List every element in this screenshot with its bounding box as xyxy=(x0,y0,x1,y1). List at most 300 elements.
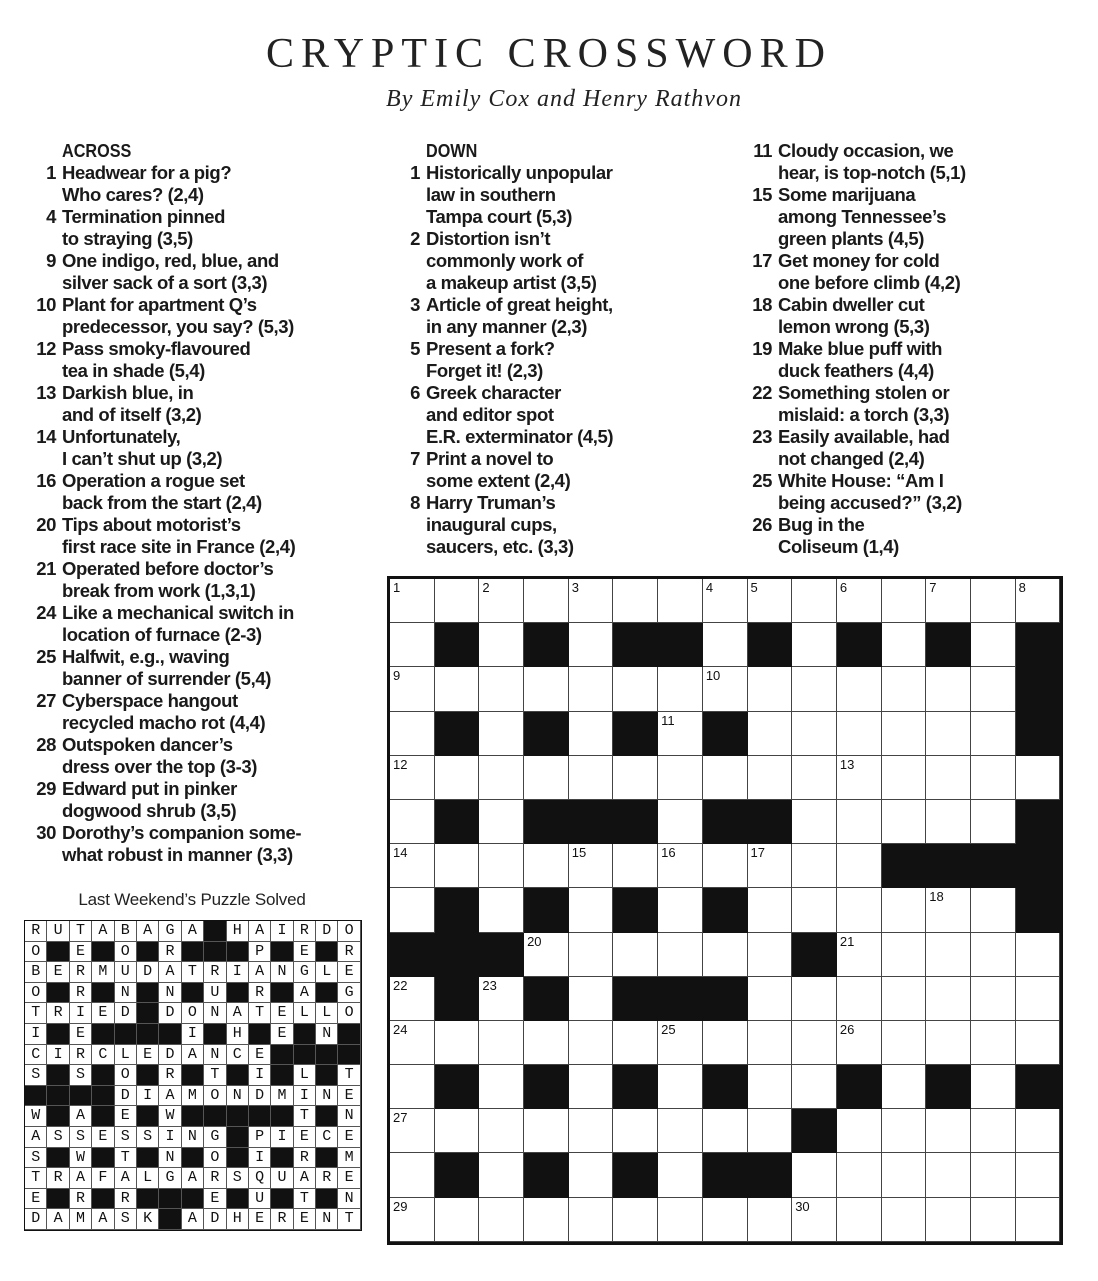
solved-letter: I xyxy=(227,962,249,983)
grid-cell[interactable] xyxy=(1016,977,1061,1021)
grid-cell[interactable] xyxy=(1016,1198,1061,1242)
grid-cell[interactable] xyxy=(837,1021,882,1065)
grid-cell[interactable] xyxy=(926,1153,971,1197)
cell-number: 17 xyxy=(750,845,765,861)
grid-cell[interactable] xyxy=(479,800,524,844)
black-square xyxy=(524,1065,569,1109)
grid-cell[interactable] xyxy=(971,977,1016,1021)
grid-cell[interactable] xyxy=(479,756,524,800)
black-square xyxy=(613,1065,658,1109)
grid-cell[interactable] xyxy=(882,579,927,623)
solved-letter: B xyxy=(115,921,137,942)
black-square xyxy=(703,1065,748,1109)
solved-letter: C xyxy=(92,1045,114,1066)
grid-cell[interactable] xyxy=(435,1109,480,1153)
grid-cell[interactable] xyxy=(703,756,748,800)
grid-cell[interactable] xyxy=(971,1153,1016,1197)
solved-letter: G xyxy=(294,962,316,983)
clue-number: 19 xyxy=(752,338,772,359)
black-square xyxy=(703,800,748,844)
solved-black-square xyxy=(159,1209,181,1230)
cell-number: 27 xyxy=(393,1110,408,1126)
clue-line: banner of surrender (5,4) xyxy=(62,668,271,689)
clue-text xyxy=(778,184,1064,250)
solved-letter: I xyxy=(159,1127,181,1148)
grid-cell[interactable] xyxy=(524,933,569,977)
black-square xyxy=(926,623,971,667)
grid-cell[interactable] xyxy=(926,977,971,1021)
grid-cell[interactable] xyxy=(703,844,748,888)
clue-number: 25 xyxy=(36,646,56,667)
solved-black-square xyxy=(227,1189,249,1210)
grid-cell[interactable] xyxy=(971,1021,1016,1065)
solved-letter: S xyxy=(47,1127,69,1148)
grid-cell[interactable] xyxy=(569,844,614,888)
grid-cell[interactable] xyxy=(658,888,703,932)
grid-cell[interactable] xyxy=(1016,933,1061,977)
solved-black-square xyxy=(271,1045,293,1066)
grid-cell[interactable] xyxy=(524,1109,569,1153)
grid-cell[interactable] xyxy=(748,844,793,888)
grid-cell[interactable] xyxy=(971,800,1016,844)
grid-cell[interactable] xyxy=(390,623,435,667)
grid-cell[interactable] xyxy=(971,756,1016,800)
grid-cell[interactable] xyxy=(882,756,927,800)
clue-line: back from the start (2,4) xyxy=(62,492,262,513)
grid-cell[interactable] xyxy=(926,933,971,977)
grid-cell[interactable] xyxy=(792,977,837,1021)
grid-cell[interactable] xyxy=(658,1153,703,1197)
grid-cell[interactable] xyxy=(658,1109,703,1153)
clue-line: dress over the top (3-3) xyxy=(62,756,257,777)
black-square xyxy=(435,1065,480,1109)
grid-cell[interactable] xyxy=(658,756,703,800)
grid-cell[interactable] xyxy=(926,1109,971,1153)
clue-line: Cabin dweller cut xyxy=(778,294,925,315)
black-square xyxy=(435,1153,480,1197)
across-clue-4 xyxy=(28,206,358,250)
grid-cell[interactable] xyxy=(882,977,927,1021)
grid-cell[interactable] xyxy=(703,579,748,623)
grid-cell[interactable] xyxy=(569,623,614,667)
grid-cell[interactable] xyxy=(1016,756,1061,800)
grid-cell[interactable] xyxy=(882,1065,927,1109)
grid-cell[interactable] xyxy=(703,623,748,667)
clue-number: 24 xyxy=(36,602,56,623)
grid-cell[interactable] xyxy=(613,579,658,623)
black-square xyxy=(703,977,748,1021)
grid-cell[interactable] xyxy=(613,1198,658,1242)
clue-text xyxy=(426,294,702,338)
across-clue-14 xyxy=(28,426,358,470)
solved-black-square xyxy=(92,1106,114,1127)
grid-cell[interactable] xyxy=(479,1198,524,1242)
grid-cell[interactable] xyxy=(703,667,748,711)
grid-cell[interactable] xyxy=(703,1198,748,1242)
grid-cell[interactable] xyxy=(792,1065,837,1109)
solved-letter: A xyxy=(182,1168,204,1189)
cell-number: 6 xyxy=(839,580,848,595)
grid-cell[interactable] xyxy=(882,888,927,932)
solved-letter: E xyxy=(338,1168,360,1189)
grid-cell[interactable] xyxy=(569,712,614,756)
clue-number: 1 xyxy=(46,162,56,183)
down-clues-continued xyxy=(744,140,1064,558)
clue-line: Unfortunately, xyxy=(62,426,181,447)
clue-text xyxy=(426,338,702,382)
crossword-grid xyxy=(387,576,1063,1245)
cell-number: 12 xyxy=(393,756,408,772)
grid-cell[interactable] xyxy=(390,579,435,623)
clue-line: Edward put in pinker xyxy=(62,778,237,799)
clue-line: saucers, etc. (3,3) xyxy=(426,536,574,557)
grid-cell[interactable] xyxy=(390,977,435,1021)
black-square xyxy=(613,800,658,844)
solved-letter: T xyxy=(70,921,92,942)
grid-cell[interactable] xyxy=(882,933,927,977)
grid-cell[interactable] xyxy=(837,844,882,888)
grid-cell[interactable] xyxy=(748,667,793,711)
grid-cell[interactable] xyxy=(1016,1153,1061,1197)
across-clue-1 xyxy=(28,162,358,206)
solved-black-square xyxy=(47,1065,69,1086)
solved-black-square xyxy=(137,983,159,1004)
grid-cell[interactable] xyxy=(524,844,569,888)
grid-cell[interactable] xyxy=(837,667,882,711)
grid-cell[interactable] xyxy=(792,667,837,711)
grid-cell[interactable] xyxy=(524,1021,569,1065)
grid-cell[interactable] xyxy=(613,1021,658,1065)
solved-letter: T xyxy=(182,962,204,983)
grid-cell[interactable] xyxy=(837,933,882,977)
solved-letter: A xyxy=(294,1168,316,1189)
down-clue-26 xyxy=(744,514,1064,558)
grid-cell[interactable] xyxy=(390,844,435,888)
across-clue-29 xyxy=(28,778,358,822)
grid-cell[interactable] xyxy=(390,667,435,711)
clue-line: predecessor, you say? (5,3) xyxy=(62,316,294,337)
clue-number: 1 xyxy=(410,162,420,183)
grid-cell[interactable] xyxy=(435,756,480,800)
grid-cell[interactable] xyxy=(658,579,703,623)
grid-cell[interactable] xyxy=(971,933,1016,977)
solved-letter: L xyxy=(316,962,338,983)
grid-cell[interactable] xyxy=(971,888,1016,932)
grid-cell[interactable] xyxy=(435,579,480,623)
grid-cell[interactable] xyxy=(435,1021,480,1065)
grid-cell[interactable] xyxy=(926,1021,971,1065)
grid-cell[interactable] xyxy=(792,756,837,800)
grid-cell[interactable] xyxy=(479,667,524,711)
grid-cell[interactable] xyxy=(613,844,658,888)
solved-black-square xyxy=(92,1024,114,1045)
grid-cell[interactable] xyxy=(390,712,435,756)
solved-black-square xyxy=(316,1045,338,1066)
clue-line: Easily available, had xyxy=(778,426,950,447)
grid-cell[interactable] xyxy=(882,1109,927,1153)
grid-cell[interactable] xyxy=(882,1153,927,1197)
solved-letter: I xyxy=(182,1024,204,1045)
grid-cell[interactable] xyxy=(748,1065,793,1109)
grid-cell[interactable] xyxy=(703,933,748,977)
grid-cell[interactable] xyxy=(971,1065,1016,1109)
solved-letter: D xyxy=(159,1003,181,1024)
grid-cell[interactable] xyxy=(837,756,882,800)
solved-black-square xyxy=(137,1003,159,1024)
grid-cell[interactable] xyxy=(613,933,658,977)
grid-cell[interactable] xyxy=(971,579,1016,623)
grid-cell[interactable] xyxy=(748,977,793,1021)
grid-cell[interactable] xyxy=(971,623,1016,667)
grid-cell[interactable] xyxy=(658,800,703,844)
solved-black-square xyxy=(227,1127,249,1148)
grid-cell[interactable] xyxy=(524,756,569,800)
grid-cell[interactable] xyxy=(658,667,703,711)
grid-cell[interactable] xyxy=(792,888,837,932)
grid-cell[interactable] xyxy=(658,1198,703,1242)
solved-black-square xyxy=(227,1148,249,1169)
grid-cell[interactable] xyxy=(748,1021,793,1065)
solved-black-square xyxy=(137,1148,159,1169)
black-square xyxy=(703,888,748,932)
grid-cell[interactable] xyxy=(837,712,882,756)
grid-cell[interactable] xyxy=(479,1153,524,1197)
grid-cell[interactable] xyxy=(390,888,435,932)
solved-letter: W xyxy=(25,1106,47,1127)
black-square xyxy=(524,1153,569,1197)
grid-cell[interactable] xyxy=(837,1153,882,1197)
grid-cell[interactable] xyxy=(748,756,793,800)
grid-cell[interactable] xyxy=(792,800,837,844)
clue-line: duck feathers (4,4) xyxy=(778,360,934,381)
black-square xyxy=(1016,1065,1061,1109)
grid-cell[interactable] xyxy=(792,1198,837,1242)
solved-black-square xyxy=(47,942,69,963)
grid-cell[interactable] xyxy=(658,844,703,888)
solved-letter: L xyxy=(137,1168,159,1189)
grid-cell[interactable] xyxy=(882,1198,927,1242)
grid-cell[interactable] xyxy=(479,712,524,756)
clue-line: Forget it! (2,3) xyxy=(426,360,543,381)
clue-line: commonly work of xyxy=(426,250,584,271)
solved-letter: R xyxy=(70,962,92,983)
grid-cell[interactable] xyxy=(748,579,793,623)
solved-letter: I xyxy=(271,1127,293,1148)
clue-line: Termination pinned xyxy=(62,206,226,227)
grid-cell[interactable] xyxy=(792,1153,837,1197)
grid-cell[interactable] xyxy=(792,844,837,888)
grid-cell[interactable] xyxy=(390,756,435,800)
clue-text xyxy=(62,734,358,778)
grid-cell[interactable] xyxy=(1016,579,1061,623)
cell-number: 16 xyxy=(661,845,676,861)
black-square xyxy=(748,800,793,844)
solved-letter: L xyxy=(316,1003,338,1024)
grid-cell[interactable] xyxy=(390,1153,435,1197)
clue-line: what robust in manner (3,3) xyxy=(62,844,293,865)
grid-cell[interactable] xyxy=(837,888,882,932)
solved-letter: A xyxy=(92,1209,114,1230)
grid-cell[interactable] xyxy=(1016,1109,1061,1153)
grid-cell[interactable] xyxy=(569,933,614,977)
grid-cell[interactable] xyxy=(613,667,658,711)
clue-line: Who cares? (2,4) xyxy=(62,184,204,205)
grid-cell[interactable] xyxy=(926,756,971,800)
grid-cell[interactable] xyxy=(971,712,1016,756)
grid-cell[interactable] xyxy=(569,756,614,800)
grid-cell[interactable] xyxy=(479,623,524,667)
grid-cell[interactable] xyxy=(479,1109,524,1153)
grid-cell[interactable] xyxy=(569,1153,614,1197)
solved-letter: G xyxy=(159,921,181,942)
grid-cell[interactable] xyxy=(569,1021,614,1065)
clue-text xyxy=(62,822,358,866)
solved-letter: N xyxy=(338,1189,360,1210)
grid-cell[interactable] xyxy=(926,667,971,711)
grid-cell[interactable] xyxy=(926,1198,971,1242)
down-clue-6 xyxy=(392,382,702,448)
clue-line: tea in shade (5,4) xyxy=(62,360,205,381)
grid-cell[interactable] xyxy=(435,667,480,711)
grid-cell[interactable] xyxy=(569,1109,614,1153)
clue-text xyxy=(62,294,358,338)
down-clues xyxy=(392,140,702,558)
solved-letter: O xyxy=(182,1003,204,1024)
clue-text xyxy=(426,448,702,492)
grid-cell[interactable] xyxy=(569,888,614,932)
grid-cell[interactable] xyxy=(748,888,793,932)
grid-cell[interactable] xyxy=(479,888,524,932)
grid-cell[interactable] xyxy=(479,977,524,1021)
grid-cell[interactable] xyxy=(837,579,882,623)
grid-cell[interactable] xyxy=(926,712,971,756)
solved-black-square xyxy=(115,1024,137,1045)
solved-black-square xyxy=(92,1065,114,1086)
solved-black-square xyxy=(182,1148,204,1169)
across-clue-27 xyxy=(28,690,358,734)
solved-letter: O xyxy=(25,942,47,963)
clue-line: Plant for apartment Q’s xyxy=(62,294,257,315)
grid-cell[interactable] xyxy=(837,1109,882,1153)
grid-cell[interactable] xyxy=(882,623,927,667)
solved-letter: A xyxy=(47,1209,69,1230)
grid-cell[interactable] xyxy=(569,1065,614,1109)
across-heading: ACROSS xyxy=(62,141,132,161)
grid-cell[interactable] xyxy=(524,1198,569,1242)
grid-cell[interactable] xyxy=(926,888,971,932)
grid-cell[interactable] xyxy=(435,844,480,888)
grid-cell[interactable] xyxy=(792,1021,837,1065)
solved-black-square xyxy=(227,983,249,1004)
grid-cell[interactable] xyxy=(390,800,435,844)
grid-cell[interactable] xyxy=(613,756,658,800)
grid-cell[interactable] xyxy=(792,579,837,623)
down-clue-3 xyxy=(392,294,702,338)
solved-letter: M xyxy=(338,1148,360,1169)
grid-cell[interactable] xyxy=(524,667,569,711)
grid-cell[interactable] xyxy=(748,933,793,977)
down-clue-17 xyxy=(744,250,1064,294)
grid-cell[interactable] xyxy=(569,1198,614,1242)
solved-black-square xyxy=(316,1106,338,1127)
grid-cell[interactable] xyxy=(748,712,793,756)
grid-cell[interactable] xyxy=(971,1198,1016,1242)
down-clue-11 xyxy=(744,140,1064,184)
grid-cell[interactable] xyxy=(703,1021,748,1065)
solved-black-square xyxy=(294,1045,316,1066)
grid-cell[interactable] xyxy=(926,579,971,623)
grid-cell[interactable] xyxy=(1016,1021,1061,1065)
solved-letter: S xyxy=(25,1148,47,1169)
black-square xyxy=(479,933,524,977)
solved-letter: D xyxy=(204,1209,226,1230)
black-square xyxy=(524,623,569,667)
grid-cell[interactable] xyxy=(658,933,703,977)
grid-cell[interactable] xyxy=(479,844,524,888)
black-square xyxy=(658,623,703,667)
grid-cell[interactable] xyxy=(882,667,927,711)
grid-cell[interactable] xyxy=(390,1109,435,1153)
solved-letter: D xyxy=(25,1209,47,1230)
grid-cell[interactable] xyxy=(971,1109,1016,1153)
grid-cell[interactable] xyxy=(837,977,882,1021)
grid-cell[interactable] xyxy=(792,712,837,756)
clue-line: and of itself (3,2) xyxy=(62,404,202,425)
clue-line: Cyberspace hangout xyxy=(62,690,238,711)
grid-cell[interactable] xyxy=(971,667,1016,711)
grid-cell[interactable] xyxy=(479,1065,524,1109)
solved-letter: N xyxy=(115,983,137,1004)
black-square xyxy=(390,933,435,977)
grid-cell[interactable] xyxy=(703,1109,748,1153)
grid-cell[interactable] xyxy=(882,1021,927,1065)
grid-cell[interactable] xyxy=(837,1198,882,1242)
grid-cell[interactable] xyxy=(569,977,614,1021)
clue-text xyxy=(62,778,358,822)
grid-cell[interactable] xyxy=(658,1021,703,1065)
grid-cell[interactable] xyxy=(479,1021,524,1065)
grid-cell[interactable] xyxy=(613,1109,658,1153)
clue-text xyxy=(62,338,358,382)
grid-cell[interactable] xyxy=(569,579,614,623)
grid-cell[interactable] xyxy=(748,1109,793,1153)
grid-cell[interactable] xyxy=(748,1198,793,1242)
solved-letter: I xyxy=(70,1003,92,1024)
grid-cell[interactable] xyxy=(390,1021,435,1065)
clue-line: One indigo, red, blue, and xyxy=(62,250,279,271)
grid-cell[interactable] xyxy=(792,623,837,667)
grid-cell[interactable] xyxy=(658,712,703,756)
grid-cell[interactable] xyxy=(569,667,614,711)
grid-cell[interactable] xyxy=(926,800,971,844)
grid-cell[interactable] xyxy=(390,1065,435,1109)
grid-cell[interactable] xyxy=(390,1198,435,1242)
clue-text xyxy=(426,492,702,558)
grid-cell[interactable] xyxy=(882,712,927,756)
black-square xyxy=(1016,712,1061,756)
grid-cell[interactable] xyxy=(435,1198,480,1242)
clue-line: break from work (1,3,1) xyxy=(62,580,256,601)
solved-letter: N xyxy=(204,1003,226,1024)
solved-letter: O xyxy=(115,942,137,963)
grid-cell[interactable] xyxy=(524,579,569,623)
grid-cell[interactable] xyxy=(479,579,524,623)
grid-cell[interactable] xyxy=(882,800,927,844)
down-clue-23 xyxy=(744,426,1064,470)
clue-line: dogwood shrub (3,5) xyxy=(62,800,237,821)
grid-cell[interactable] xyxy=(837,800,882,844)
grid-cell[interactable] xyxy=(658,1065,703,1109)
